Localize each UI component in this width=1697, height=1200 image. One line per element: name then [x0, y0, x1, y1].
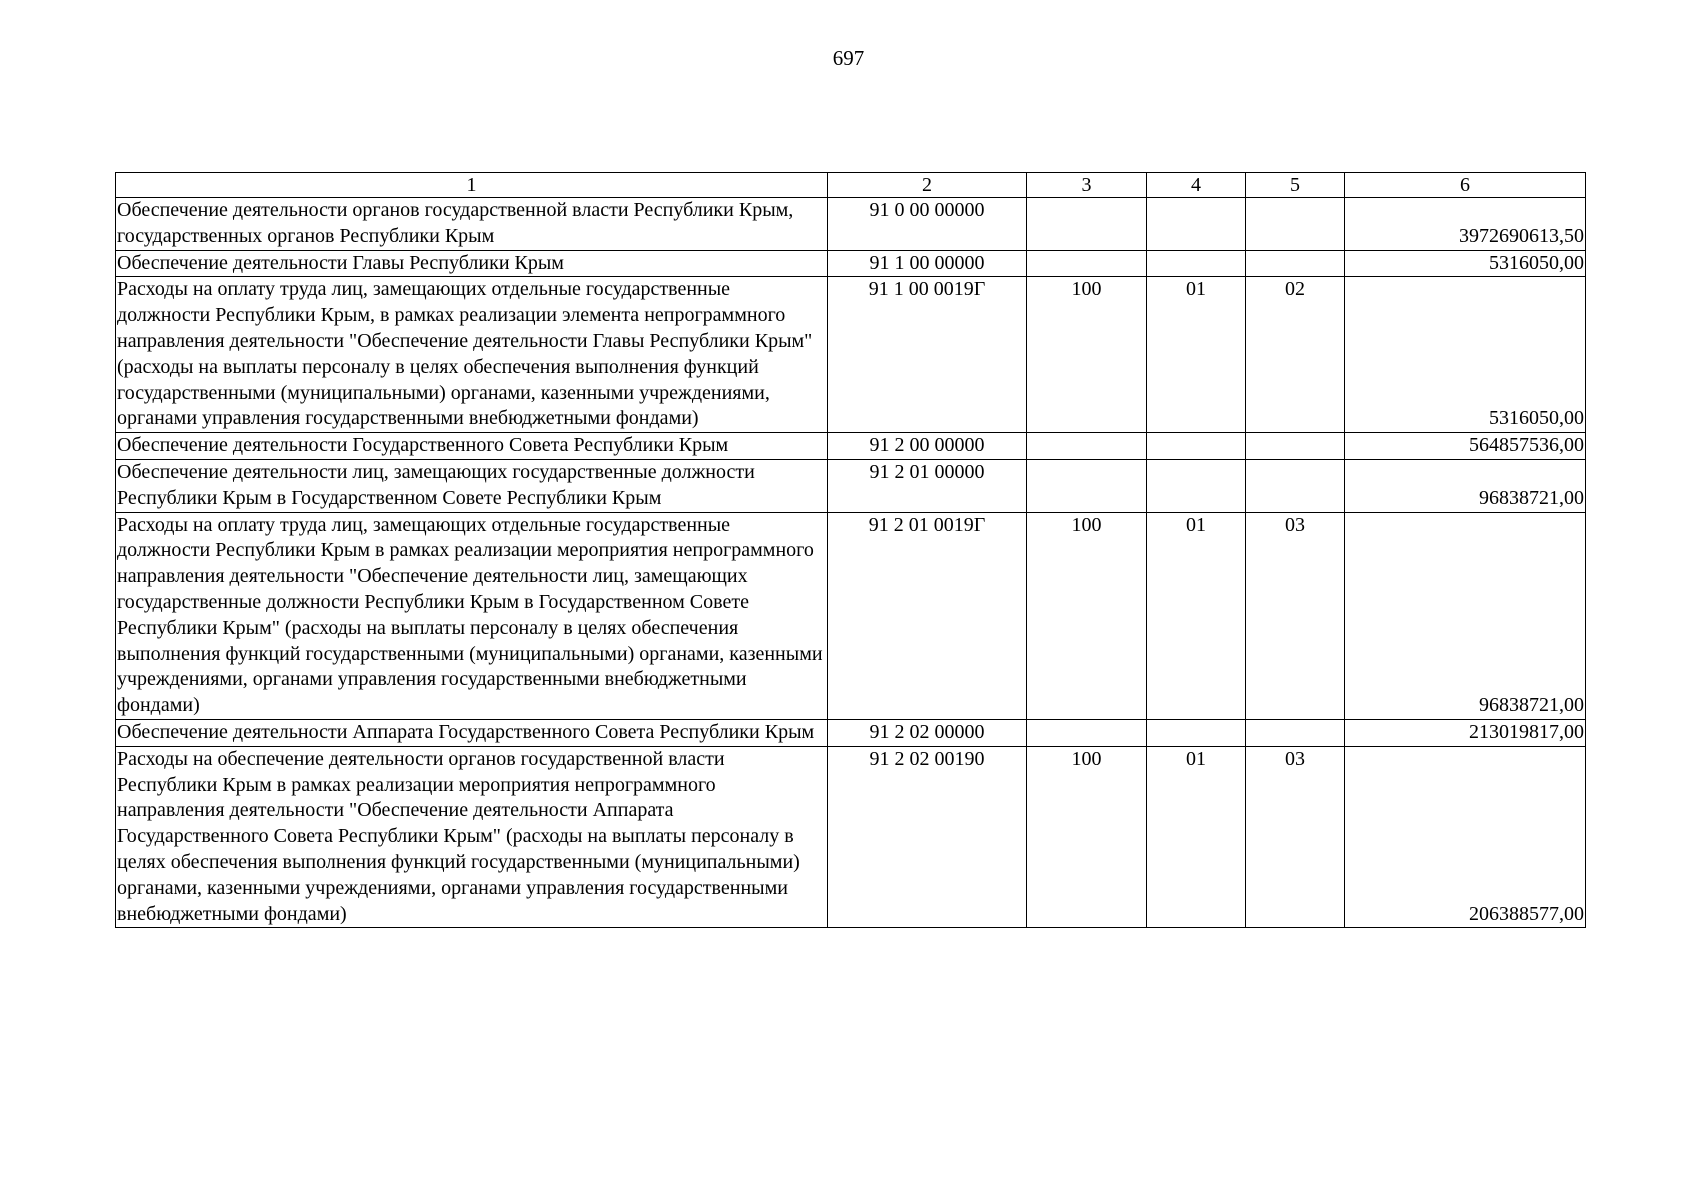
row-col5-cell: 03: [1246, 512, 1345, 719]
table-row: [116, 277, 1586, 433]
row-col4-cell: [1147, 198, 1246, 251]
budget-table: [115, 172, 1586, 928]
column-header-3: 3: [1027, 173, 1147, 198]
row-col4-cell: 01: [1147, 512, 1246, 719]
row-col5-cell: [1246, 250, 1345, 277]
row-amount-cell: 96838721,00: [1345, 459, 1586, 512]
row-code-cell: 91 1 00 0019Г: [828, 277, 1027, 433]
row-name-cell: Обеспечение деятельности органов государственной власти Республики Крым, государственных органов Республики Крым: [116, 198, 828, 251]
row-code-cell: 91 2 01 00000: [828, 459, 1027, 512]
row-col5-cell: [1246, 433, 1345, 460]
row-name-cell: Обеспечение деятельности Аппарата Государственного Совета Республики Крым: [116, 719, 828, 746]
row-amount-cell: 564857536,00: [1345, 433, 1586, 460]
row-col5-cell: 02: [1246, 277, 1345, 433]
row-col4-cell: [1147, 459, 1246, 512]
column-header-1: 1: [116, 173, 828, 198]
table-row: [116, 746, 1586, 928]
row-code-cell: 91 0 00 00000: [828, 198, 1027, 251]
page-number: 697: [832, 46, 865, 70]
column-header-5: 5: [1246, 173, 1345, 198]
table-row: [116, 459, 1586, 512]
row-code-cell: 91 2 01 0019Г: [828, 512, 1027, 719]
table-row: [116, 198, 1586, 251]
row-col4-cell: 01: [1147, 746, 1246, 928]
row-col3-cell: [1027, 250, 1147, 277]
row-name-cell: Расходы на обеспечение деятельности органов государственной власти Республики Крым в рамках реализации мероприятия непрограммного направления деятельности "Обеспечение деятельности Аппарата Государственного Совета Республики Крым" (расходы на выплаты персоналу в целях обеспечения выполнения функций государственными (муниципальными) органами, казенными учреждениями, органами управления государственными внебюджетными фондами): [116, 746, 828, 928]
row-code-cell: 91 1 00 00000: [828, 250, 1027, 277]
row-col4-cell: [1147, 719, 1246, 746]
table-row: [116, 512, 1586, 719]
table-row: [116, 250, 1586, 277]
row-col5-cell: [1246, 459, 1345, 512]
row-name-cell: Обеспечение деятельности лиц, замещающих государственные должности Республики Крым в Государственном Совете Республики Крым: [116, 459, 828, 512]
column-header-4: 4: [1147, 173, 1246, 198]
row-amount-cell: 213019817,00: [1345, 719, 1586, 746]
row-amount-cell: 5316050,00: [1345, 277, 1586, 433]
row-col3-cell: 100: [1027, 277, 1147, 433]
row-col5-cell: [1246, 198, 1345, 251]
table-header-row: [116, 173, 1586, 198]
row-col4-cell: 01: [1147, 277, 1246, 433]
row-amount-cell: 3972690613,50: [1345, 198, 1586, 251]
row-name-cell: Расходы на оплату труда лиц, замещающих отдельные государственные должности Республики Крым в рамках реализации мероприятия непрограммного направления деятельности "Обеспечение деятельности лиц, замещающих государственные должности Республики Крым в Государственном Совете Республики Крым" (расходы на выплаты персоналу в целях обеспечения выполнения функций государственными (муниципальными) органами, казенными учреждениями, органами управления государственными внебюджетными фондами): [116, 512, 828, 719]
column-header-6: 6: [1345, 173, 1586, 198]
row-code-cell: 91 2 02 00000: [828, 719, 1027, 746]
row-col3-cell: [1027, 198, 1147, 251]
row-amount-cell: 96838721,00: [1345, 512, 1586, 719]
row-col3-cell: 100: [1027, 746, 1147, 928]
row-col3-cell: 100: [1027, 512, 1147, 719]
table-row: [116, 719, 1586, 746]
row-name-cell: Расходы на оплату труда лиц, замещающих отдельные государственные должности Республики Крым, в рамках реализации элемента непрограммного направления деятельности "Обеспечение деятельности Главы Республики Крым" (расходы на выплаты персоналу в целях обеспечения выполнения функций государственными (муниципальными) органами, казенными учреждениями, органами управления государственными внебюджетными фондами): [116, 277, 828, 433]
row-code-cell: 91 2 02 00190: [828, 746, 1027, 928]
row-amount-cell: 5316050,00: [1345, 250, 1586, 277]
row-col5-cell: [1246, 719, 1345, 746]
row-name-cell: Обеспечение деятельности Государственного Совета Республики Крым: [116, 433, 828, 460]
row-col3-cell: [1027, 719, 1147, 746]
row-col3-cell: [1027, 459, 1147, 512]
row-name-cell: Обеспечение деятельности Главы Республики Крым: [116, 250, 828, 277]
row-col5-cell: 03: [1246, 746, 1345, 928]
table-row: [116, 433, 1586, 460]
column-header-2: 2: [828, 173, 1027, 198]
row-col3-cell: [1027, 433, 1147, 460]
row-col4-cell: [1147, 250, 1246, 277]
row-code-cell: 91 2 00 00000: [828, 433, 1027, 460]
row-amount-cell: 206388577,00: [1345, 746, 1586, 928]
row-col4-cell: [1147, 433, 1246, 460]
